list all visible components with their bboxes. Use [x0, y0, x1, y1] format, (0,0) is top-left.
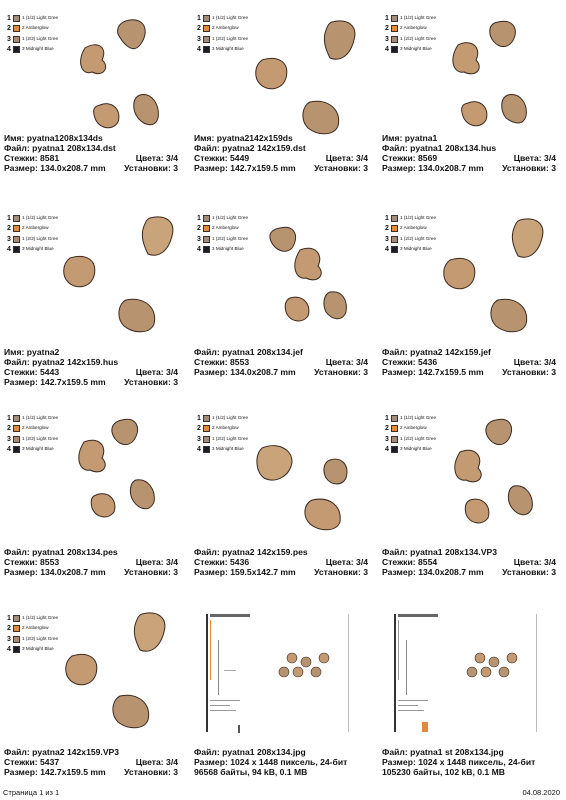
info-text: Имя: pyatna2 — [4, 347, 60, 357]
info-text: Стежки: 8554 — [382, 557, 438, 567]
design-card-3[interactable] — [378, 0, 560, 190]
info-value: Установки: 3 — [314, 567, 368, 577]
thread-label: 1 (2/2) Light Gree — [22, 635, 59, 641]
legend-index: 1 — [7, 614, 11, 622]
page-number: Страница 1 из 1 — [3, 788, 60, 797]
info-line — [4, 547, 182, 557]
thread-label: 2 Amberglow — [22, 225, 49, 231]
info-line — [194, 347, 372, 357]
info-text: Файл: pyatna1 208x134.jpg — [194, 747, 306, 757]
info-line — [194, 153, 372, 163]
info-line — [194, 567, 372, 577]
thread-label: 2 Amberglow — [212, 425, 239, 431]
info-text: Файл: pyatna1 208x134.hus — [382, 143, 497, 153]
legend-index: 3 — [385, 235, 389, 243]
info-text: Размер: 134.0x208.7 mm — [4, 567, 106, 577]
legend-index: 1 — [385, 414, 389, 422]
legend-index: 2 — [7, 225, 11, 233]
thread-label: 1 (1/2) Light Gree — [22, 614, 59, 620]
thread-label: 1 (2/2) Light Gree — [400, 35, 437, 41]
info-text: Стежки: 5443 — [4, 367, 60, 377]
thread-label: 3 Midnight Blue — [22, 46, 54, 52]
info-text: Размер: 134.0x208.7 mm — [4, 163, 106, 173]
thread-label: 1 (2/2) Light Gree — [400, 235, 437, 241]
info-value: Установки: 3 — [502, 567, 556, 577]
info-line — [382, 567, 560, 577]
info-text: Стежки: 5437 — [4, 757, 60, 767]
thread-label: 1 (1/2) Light Gree — [400, 214, 437, 220]
info-line — [194, 133, 372, 143]
thread-label: 1 (2/2) Light Gree — [22, 35, 59, 41]
legend-index: 3 — [385, 35, 389, 43]
info-value: Цвета: 3/4 — [135, 153, 178, 163]
design-info — [194, 547, 372, 577]
design-info — [4, 747, 182, 777]
thread-label: 1 (1/2) Light Gree — [22, 214, 59, 220]
design-card-1[interactable] — [0, 0, 182, 190]
info-text: Стежки: 8581 — [4, 153, 60, 163]
thread-label: 3 Midnight Blue — [400, 246, 432, 252]
design-info — [4, 133, 182, 173]
info-line — [4, 557, 182, 567]
info-line — [382, 757, 560, 767]
info-value: Установки: 3 — [314, 367, 368, 377]
info-line — [4, 767, 182, 777]
info-line — [382, 133, 560, 143]
legend-index: 2 — [385, 25, 389, 33]
thread-label: 1 (1/2) Light Gree — [400, 14, 437, 20]
info-value: Установки: 3 — [124, 377, 178, 387]
thread-label: 1 (2/2) Light Gree — [22, 235, 59, 241]
thread-label: 2 Amberglow — [22, 425, 49, 431]
thread-label: 3 Midnight Blue — [22, 246, 54, 252]
legend-index: 1 — [7, 14, 11, 22]
legend-index: 2 — [7, 25, 11, 33]
legend-index: 3 — [7, 435, 11, 443]
legend-index: 2 — [385, 425, 389, 433]
legend-index: 3 — [7, 235, 11, 243]
info-line — [194, 547, 372, 557]
info-line — [194, 367, 372, 377]
thread-label: 3 Midnight Blue — [22, 646, 54, 652]
page-footer — [0, 786, 566, 800]
info-text: Стежки: 8553 — [194, 357, 250, 367]
info-text: 105230 байты, 102 kB, 0.1 MB — [382, 767, 505, 777]
info-line — [194, 747, 372, 757]
info-text: Имя: pyatna1208x134ds — [4, 133, 103, 143]
thread-label: 1 (1/2) Light Gree — [400, 414, 437, 420]
legend-index: 1 — [197, 414, 201, 422]
print-date: 04.08.2020 — [522, 788, 560, 797]
info-text: Стежки: 8553 — [4, 557, 60, 567]
info-line — [382, 367, 560, 377]
info-line — [382, 357, 560, 367]
legend-index: 3 — [197, 35, 201, 43]
info-text: Файл: pyatna1 208x134.VP3 — [382, 547, 498, 557]
design-preview-image — [378, 200, 560, 350]
info-line — [382, 143, 560, 153]
jpg-thumbnail — [198, 610, 366, 735]
thread-label: 1 (2/2) Light Gree — [212, 235, 249, 241]
info-line — [194, 757, 372, 767]
info-value: Установки: 3 — [502, 163, 556, 173]
design-card-6[interactable] — [378, 200, 560, 390]
info-value: Цвета: 3/4 — [513, 357, 556, 367]
legend-index: 4 — [7, 246, 11, 254]
info-line — [4, 757, 182, 767]
design-card-8[interactable] — [190, 400, 372, 590]
legend-index: 1 — [385, 14, 389, 22]
info-text: Размер: 159.5x142.7 mm — [194, 567, 296, 577]
design-card-9[interactable] — [378, 400, 560, 590]
design-card-2[interactable] — [190, 0, 372, 190]
design-preview-image — [190, 400, 372, 550]
info-text: Имя: pyatna2142x159ds — [194, 133, 293, 143]
design-info — [382, 747, 560, 777]
legend-index: 4 — [197, 446, 201, 454]
design-card-4[interactable] — [0, 200, 182, 390]
thread-label: 3 Midnight Blue — [400, 46, 432, 52]
info-line — [382, 153, 560, 163]
info-value: Установки: 3 — [124, 767, 178, 777]
info-text: Стежки: 5449 — [194, 153, 250, 163]
thread-label: 2 Amberglow — [212, 225, 239, 231]
info-line — [194, 163, 372, 173]
design-card-5[interactable] — [190, 200, 372, 390]
info-line — [382, 547, 560, 557]
info-line — [4, 133, 182, 143]
info-text: Размер: 1024 x 1448 пиксель, 24-бит — [382, 757, 536, 767]
info-text: Размер: 134.0x208.7 mm — [382, 163, 484, 173]
design-preview-image — [0, 200, 182, 350]
design-preview-image — [0, 600, 182, 750]
thread-label: 1 (1/2) Light Gree — [212, 414, 249, 420]
info-text: Файл: pyatna1 208x134.dst — [4, 143, 116, 153]
legend-index: 4 — [197, 246, 201, 254]
design-info — [194, 747, 372, 777]
legend-index: 3 — [197, 435, 201, 443]
design-info — [382, 547, 560, 577]
thread-label: 2 Amberglow — [400, 425, 427, 431]
design-card-10[interactable] — [0, 600, 182, 790]
legend-index: 2 — [197, 25, 201, 33]
info-text: 96568 байты, 94 kB, 0.1 MB — [194, 767, 308, 777]
thread-label: 1 (2/2) Light Gree — [400, 435, 437, 441]
info-text: Файл: pyatna2 142x159.jef — [382, 347, 491, 357]
thread-label: 1 (1/2) Light Gree — [212, 14, 249, 20]
info-text: Файл: pyatna1 208x134.jef — [194, 347, 303, 357]
info-line — [382, 557, 560, 567]
info-text: Размер: 142.7x159.5 mm — [4, 767, 106, 777]
legend-index: 1 — [385, 214, 389, 222]
jpg-thumbnail — [386, 610, 554, 735]
design-card-7[interactable] — [0, 400, 182, 590]
info-value: Установки: 3 — [502, 367, 556, 377]
info-value: Цвета: 3/4 — [325, 357, 368, 367]
legend-index: 4 — [7, 446, 11, 454]
thread-label: 3 Midnight Blue — [212, 246, 244, 252]
info-text: Файл: pyatna2 142x159.dst — [194, 143, 306, 153]
thread-label: 3 Midnight Blue — [400, 446, 432, 452]
legend-index: 1 — [7, 214, 11, 222]
legend-index: 2 — [7, 425, 11, 433]
info-text: Размер: 142.7x159.5 mm — [382, 367, 484, 377]
thread-label: 2 Amberglow — [22, 25, 49, 31]
thread-label: 1 (2/2) Light Gree — [212, 435, 249, 441]
info-line — [194, 357, 372, 367]
legend-index: 1 — [197, 14, 201, 22]
legend-index: 3 — [7, 635, 11, 643]
info-line — [4, 153, 182, 163]
info-value: Установки: 3 — [124, 567, 178, 577]
info-text: Стежки: 5436 — [194, 557, 250, 567]
design-preview-image — [190, 200, 372, 350]
info-value: Цвета: 3/4 — [325, 153, 368, 163]
design-preview-image — [378, 0, 560, 150]
image-card-1[interactable] — [190, 600, 372, 790]
info-text: Файл: pyatna2 142x159.VP3 — [4, 747, 120, 757]
legend-index: 4 — [7, 46, 11, 54]
info-text: Стежки: 8569 — [382, 153, 438, 163]
image-card-2[interactable] — [378, 600, 560, 790]
info-line — [194, 143, 372, 153]
thread-label: 1 (1/2) Light Gree — [22, 414, 59, 420]
info-value: Установки: 3 — [124, 163, 178, 173]
info-text: Имя: pyatna1 — [382, 133, 438, 143]
thread-label: 1 (2/2) Light Gree — [22, 435, 59, 441]
thread-label: 3 Midnight Blue — [22, 446, 54, 452]
design-preview-image — [0, 0, 182, 150]
info-line — [194, 557, 372, 567]
legend-index: 2 — [7, 625, 11, 633]
design-preview-image — [378, 400, 560, 550]
info-line — [382, 347, 560, 357]
legend-index: 1 — [7, 414, 11, 422]
thread-label: 3 Midnight Blue — [212, 46, 244, 52]
info-line — [4, 747, 182, 757]
design-info — [194, 133, 372, 173]
info-value: Цвета: 3/4 — [513, 557, 556, 567]
info-text: Размер: 142.7x159.5 mm — [194, 163, 296, 173]
legend-index: 3 — [385, 435, 389, 443]
legend-index: 4 — [385, 246, 389, 254]
legend-index: 4 — [7, 646, 11, 654]
info-line — [4, 377, 182, 387]
thread-label: 3 Midnight Blue — [212, 446, 244, 452]
design-preview-image — [190, 0, 372, 150]
info-line — [4, 567, 182, 577]
thread-label: 2 Amberglow — [400, 225, 427, 231]
thread-label: 2 Amberglow — [400, 25, 427, 31]
design-info — [4, 347, 182, 387]
design-info — [4, 547, 182, 577]
info-line — [4, 347, 182, 357]
info-value: Цвета: 3/4 — [135, 557, 178, 567]
info-text: Размер: 142.7x159.5 mm — [4, 377, 106, 387]
info-value: Цвета: 3/4 — [135, 367, 178, 377]
info-text: Размер: 134.0x208.7 mm — [382, 567, 484, 577]
design-info — [382, 347, 560, 377]
legend-index: 3 — [197, 235, 201, 243]
thread-label: 2 Amberglow — [212, 25, 239, 31]
info-line — [4, 163, 182, 173]
info-value: Цвета: 3/4 — [513, 153, 556, 163]
info-value: Цвета: 3/4 — [135, 757, 178, 767]
info-text: Файл: pyatna2 142x159.hus — [4, 357, 119, 367]
thread-label: 2 Amberglow — [22, 625, 49, 631]
legend-index: 3 — [7, 35, 11, 43]
legend-index: 4 — [385, 46, 389, 54]
legend-index: 4 — [385, 446, 389, 454]
design-info — [382, 133, 560, 173]
thread-label: 1 (1/2) Light Gree — [212, 214, 249, 220]
legend-index: 2 — [197, 425, 201, 433]
design-info — [194, 347, 372, 377]
info-line — [382, 767, 560, 777]
legend-index: 2 — [385, 225, 389, 233]
info-line — [382, 747, 560, 757]
info-line — [194, 767, 372, 777]
legend-index: 4 — [197, 46, 201, 54]
legend-index: 2 — [197, 225, 201, 233]
info-text: Файл: pyatna1 st 208x134.jpg — [382, 747, 504, 757]
info-text: Файл: pyatna1 208x134.pes — [4, 547, 118, 557]
info-line — [382, 163, 560, 173]
design-preview-image — [0, 400, 182, 550]
legend-index: 1 — [197, 214, 201, 222]
info-value: Установки: 3 — [314, 163, 368, 173]
info-line — [4, 357, 182, 367]
thread-label: 1 (2/2) Light Gree — [212, 35, 249, 41]
info-text: Размер: 134.0x208.7 mm — [194, 367, 296, 377]
info-text: Стежки: 5436 — [382, 357, 438, 367]
info-value: Цвета: 3/4 — [325, 557, 368, 567]
info-text: Размер: 1024 x 1448 пиксель, 24-бит — [194, 757, 348, 767]
info-text: Файл: pyatna2 142x159.pes — [194, 547, 308, 557]
thread-label: 1 (1/2) Light Gree — [22, 14, 59, 20]
info-line — [4, 367, 182, 377]
info-line — [4, 143, 182, 153]
